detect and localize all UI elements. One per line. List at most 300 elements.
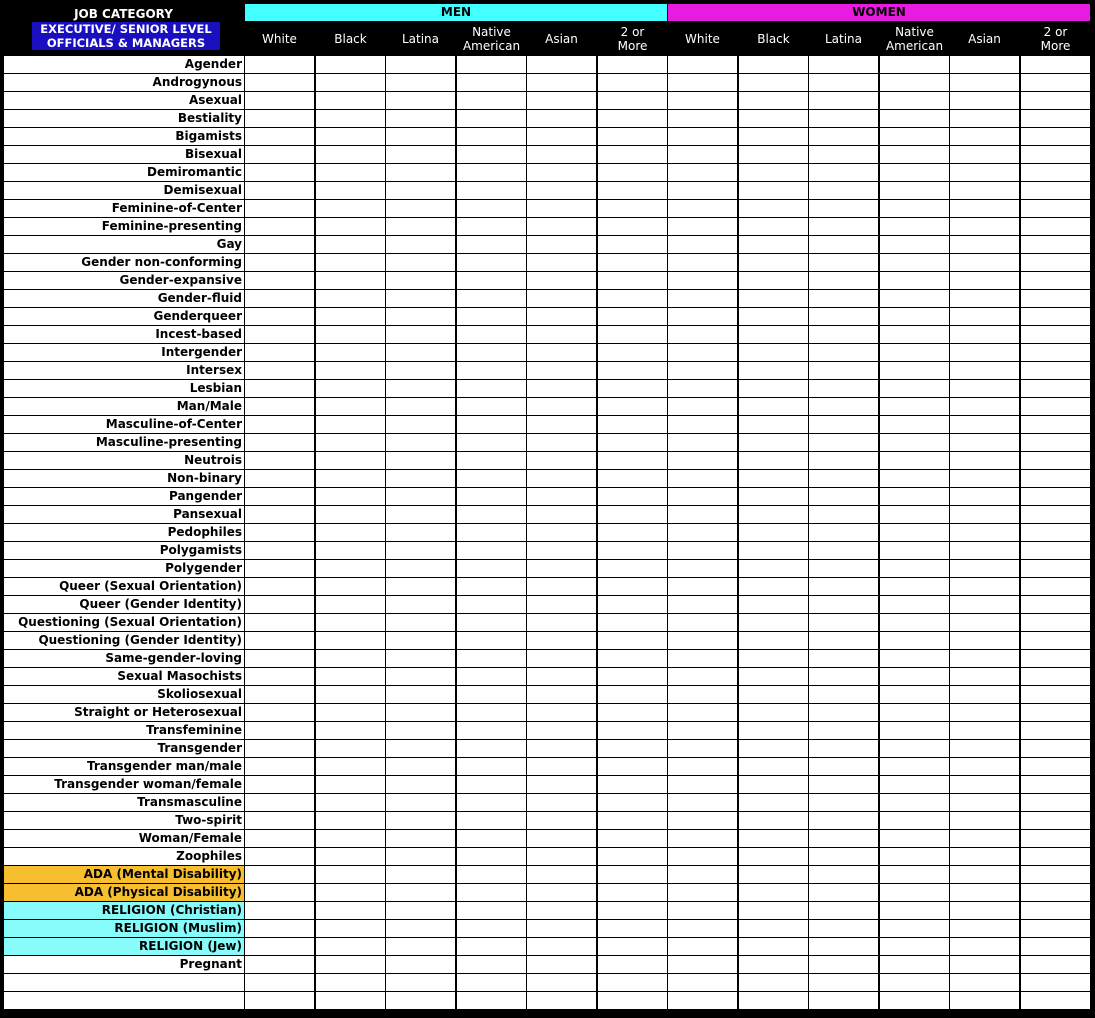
- data-cell-women-5[interactable]: [950, 920, 1019, 937]
- data-cell-men-1[interactable]: [245, 74, 314, 91]
- data-cell-men-6[interactable]: [598, 74, 667, 91]
- data-cell-women-3[interactable]: [809, 884, 878, 901]
- data-cell-men-2[interactable]: [316, 344, 385, 361]
- data-cell-men-4[interactable]: [457, 812, 526, 829]
- data-cell-men-1[interactable]: [245, 632, 314, 649]
- data-cell-men-4[interactable]: [457, 308, 526, 325]
- data-cell-women-3[interactable]: [809, 920, 878, 937]
- data-cell-men-4[interactable]: [457, 272, 526, 289]
- data-cell-women-4[interactable]: [880, 596, 949, 613]
- data-cell-women-4[interactable]: [880, 434, 949, 451]
- data-cell-women-2[interactable]: [739, 956, 808, 973]
- data-cell-women-3[interactable]: [809, 992, 878, 1009]
- data-cell-men-2[interactable]: [316, 236, 385, 253]
- data-cell-men-2[interactable]: [316, 650, 385, 667]
- data-cell-men-3[interactable]: [386, 866, 455, 883]
- data-cell-men-3[interactable]: [386, 236, 455, 253]
- data-cell-men-4[interactable]: [457, 362, 526, 379]
- data-cell-women-4[interactable]: [880, 668, 949, 685]
- data-cell-women-4[interactable]: [880, 254, 949, 271]
- data-cell-women-5[interactable]: [950, 506, 1019, 523]
- data-cell-women-1[interactable]: [668, 722, 737, 739]
- data-cell-men-6[interactable]: [598, 452, 667, 469]
- data-cell-women-1[interactable]: [668, 470, 737, 487]
- data-cell-women-1[interactable]: [668, 254, 737, 271]
- data-cell-men-4[interactable]: [457, 470, 526, 487]
- data-cell-men-4[interactable]: [457, 254, 526, 271]
- data-cell-men-4[interactable]: [457, 830, 526, 847]
- data-cell-women-5[interactable]: [950, 848, 1019, 865]
- data-cell-men-1[interactable]: [245, 452, 314, 469]
- data-cell-women-6[interactable]: [1021, 164, 1090, 181]
- data-cell-men-1[interactable]: [245, 470, 314, 487]
- data-cell-women-2[interactable]: [739, 920, 808, 937]
- data-cell-women-3[interactable]: [809, 650, 878, 667]
- data-cell-women-6[interactable]: [1021, 362, 1090, 379]
- data-cell-women-3[interactable]: [809, 974, 878, 991]
- data-cell-women-3[interactable]: [809, 92, 878, 109]
- data-cell-women-6[interactable]: [1021, 92, 1090, 109]
- data-cell-men-6[interactable]: [598, 920, 667, 937]
- data-cell-women-2[interactable]: [739, 452, 808, 469]
- data-cell-women-4[interactable]: [880, 866, 949, 883]
- data-cell-men-5[interactable]: [527, 740, 596, 757]
- data-cell-women-3[interactable]: [809, 614, 878, 631]
- data-cell-women-3[interactable]: [809, 434, 878, 451]
- data-cell-men-6[interactable]: [598, 434, 667, 451]
- data-cell-women-1[interactable]: [668, 560, 737, 577]
- data-cell-women-3[interactable]: [809, 470, 878, 487]
- data-cell-women-5[interactable]: [950, 524, 1019, 541]
- data-cell-men-4[interactable]: [457, 380, 526, 397]
- data-cell-men-6[interactable]: [598, 182, 667, 199]
- data-cell-women-2[interactable]: [739, 704, 808, 721]
- data-cell-men-6[interactable]: [598, 272, 667, 289]
- data-cell-women-6[interactable]: [1021, 326, 1090, 343]
- data-cell-men-5[interactable]: [527, 650, 596, 667]
- data-cell-men-3[interactable]: [386, 632, 455, 649]
- data-cell-men-5[interactable]: [527, 506, 596, 523]
- data-cell-women-2[interactable]: [739, 830, 808, 847]
- data-cell-men-6[interactable]: [598, 326, 667, 343]
- data-cell-men-3[interactable]: [386, 884, 455, 901]
- data-cell-men-6[interactable]: [598, 416, 667, 433]
- data-cell-men-4[interactable]: [457, 650, 526, 667]
- data-cell-men-1[interactable]: [245, 884, 314, 901]
- data-cell-women-2[interactable]: [739, 722, 808, 739]
- data-cell-women-2[interactable]: [739, 488, 808, 505]
- data-cell-women-5[interactable]: [950, 884, 1019, 901]
- data-cell-women-6[interactable]: [1021, 128, 1090, 145]
- data-cell-women-1[interactable]: [668, 632, 737, 649]
- data-cell-women-3[interactable]: [809, 182, 878, 199]
- data-cell-women-4[interactable]: [880, 344, 949, 361]
- data-cell-men-5[interactable]: [527, 686, 596, 703]
- data-cell-men-6[interactable]: [598, 380, 667, 397]
- data-cell-women-1[interactable]: [668, 542, 737, 559]
- data-cell-men-6[interactable]: [598, 974, 667, 991]
- data-cell-men-4[interactable]: [457, 938, 526, 955]
- data-cell-women-1[interactable]: [668, 272, 737, 289]
- data-cell-women-6[interactable]: [1021, 200, 1090, 217]
- data-cell-women-5[interactable]: [950, 722, 1019, 739]
- data-cell-women-4[interactable]: [880, 146, 949, 163]
- data-cell-women-3[interactable]: [809, 902, 878, 919]
- data-cell-men-2[interactable]: [316, 830, 385, 847]
- data-cell-women-4[interactable]: [880, 884, 949, 901]
- data-cell-men-3[interactable]: [386, 524, 455, 541]
- data-cell-men-5[interactable]: [527, 614, 596, 631]
- data-cell-women-4[interactable]: [880, 218, 949, 235]
- data-cell-women-6[interactable]: [1021, 686, 1090, 703]
- data-cell-men-3[interactable]: [386, 794, 455, 811]
- data-cell-women-4[interactable]: [880, 452, 949, 469]
- data-cell-women-2[interactable]: [739, 326, 808, 343]
- data-cell-men-5[interactable]: [527, 110, 596, 127]
- data-cell-women-5[interactable]: [950, 974, 1019, 991]
- data-cell-women-1[interactable]: [668, 974, 737, 991]
- data-cell-women-6[interactable]: [1021, 524, 1090, 541]
- data-cell-men-1[interactable]: [245, 974, 314, 991]
- data-cell-men-4[interactable]: [457, 848, 526, 865]
- data-cell-men-3[interactable]: [386, 686, 455, 703]
- data-cell-women-5[interactable]: [950, 200, 1019, 217]
- data-cell-women-2[interactable]: [739, 632, 808, 649]
- data-cell-women-3[interactable]: [809, 452, 878, 469]
- data-cell-men-1[interactable]: [245, 902, 314, 919]
- data-cell-men-5[interactable]: [527, 344, 596, 361]
- data-cell-men-3[interactable]: [386, 92, 455, 109]
- data-cell-women-1[interactable]: [668, 578, 737, 595]
- data-cell-men-6[interactable]: [598, 956, 667, 973]
- data-cell-women-5[interactable]: [950, 668, 1019, 685]
- data-cell-women-4[interactable]: [880, 308, 949, 325]
- data-cell-men-3[interactable]: [386, 722, 455, 739]
- data-cell-women-2[interactable]: [739, 614, 808, 631]
- data-cell-men-6[interactable]: [598, 128, 667, 145]
- data-cell-men-4[interactable]: [457, 884, 526, 901]
- data-cell-men-4[interactable]: [457, 182, 526, 199]
- data-cell-women-2[interactable]: [739, 668, 808, 685]
- data-cell-women-4[interactable]: [880, 830, 949, 847]
- data-cell-men-5[interactable]: [527, 128, 596, 145]
- data-cell-men-1[interactable]: [245, 506, 314, 523]
- data-cell-women-3[interactable]: [809, 596, 878, 613]
- data-cell-men-1[interactable]: [245, 758, 314, 775]
- data-cell-women-1[interactable]: [668, 704, 737, 721]
- data-cell-women-5[interactable]: [950, 92, 1019, 109]
- data-cell-women-2[interactable]: [739, 380, 808, 397]
- data-cell-men-6[interactable]: [598, 722, 667, 739]
- data-cell-men-3[interactable]: [386, 668, 455, 685]
- data-cell-men-3[interactable]: [386, 398, 455, 415]
- data-cell-women-4[interactable]: [880, 326, 949, 343]
- data-cell-women-5[interactable]: [950, 704, 1019, 721]
- data-cell-women-5[interactable]: [950, 794, 1019, 811]
- data-cell-women-3[interactable]: [809, 560, 878, 577]
- data-cell-men-1[interactable]: [245, 362, 314, 379]
- data-cell-men-2[interactable]: [316, 182, 385, 199]
- data-cell-men-6[interactable]: [598, 794, 667, 811]
- data-cell-men-5[interactable]: [527, 236, 596, 253]
- data-cell-women-2[interactable]: [739, 974, 808, 991]
- data-cell-women-5[interactable]: [950, 992, 1019, 1009]
- data-cell-women-4[interactable]: [880, 704, 949, 721]
- data-cell-women-1[interactable]: [668, 596, 737, 613]
- data-cell-women-1[interactable]: [668, 902, 737, 919]
- data-cell-women-5[interactable]: [950, 308, 1019, 325]
- data-cell-women-6[interactable]: [1021, 542, 1090, 559]
- data-cell-women-6[interactable]: [1021, 470, 1090, 487]
- data-cell-women-3[interactable]: [809, 938, 878, 955]
- data-cell-men-6[interactable]: [598, 938, 667, 955]
- data-cell-women-1[interactable]: [668, 200, 737, 217]
- data-cell-women-2[interactable]: [739, 884, 808, 901]
- data-cell-men-6[interactable]: [598, 470, 667, 487]
- data-cell-women-4[interactable]: [880, 74, 949, 91]
- data-cell-women-2[interactable]: [739, 398, 808, 415]
- data-cell-men-4[interactable]: [457, 956, 526, 973]
- data-cell-women-6[interactable]: [1021, 668, 1090, 685]
- data-cell-women-4[interactable]: [880, 128, 949, 145]
- data-cell-women-3[interactable]: [809, 146, 878, 163]
- data-cell-men-3[interactable]: [386, 290, 455, 307]
- data-cell-women-4[interactable]: [880, 110, 949, 127]
- data-cell-women-6[interactable]: [1021, 614, 1090, 631]
- data-cell-men-3[interactable]: [386, 182, 455, 199]
- data-cell-men-2[interactable]: [316, 416, 385, 433]
- data-cell-men-4[interactable]: [457, 344, 526, 361]
- data-cell-women-1[interactable]: [668, 848, 737, 865]
- data-cell-women-6[interactable]: [1021, 830, 1090, 847]
- data-cell-women-6[interactable]: [1021, 308, 1090, 325]
- data-cell-men-5[interactable]: [527, 866, 596, 883]
- data-cell-men-2[interactable]: [316, 776, 385, 793]
- data-cell-women-3[interactable]: [809, 956, 878, 973]
- data-cell-men-2[interactable]: [316, 380, 385, 397]
- data-cell-women-6[interactable]: [1021, 902, 1090, 919]
- data-cell-men-2[interactable]: [316, 146, 385, 163]
- data-cell-men-2[interactable]: [316, 902, 385, 919]
- data-cell-women-1[interactable]: [668, 776, 737, 793]
- data-cell-men-6[interactable]: [598, 542, 667, 559]
- data-cell-women-4[interactable]: [880, 380, 949, 397]
- data-cell-women-4[interactable]: [880, 812, 949, 829]
- data-cell-men-1[interactable]: [245, 560, 314, 577]
- data-cell-men-3[interactable]: [386, 470, 455, 487]
- data-cell-women-3[interactable]: [809, 758, 878, 775]
- data-cell-women-2[interactable]: [739, 362, 808, 379]
- data-cell-men-5[interactable]: [527, 470, 596, 487]
- data-cell-women-1[interactable]: [668, 290, 737, 307]
- data-cell-men-5[interactable]: [527, 560, 596, 577]
- data-cell-women-3[interactable]: [809, 254, 878, 271]
- data-cell-men-6[interactable]: [598, 506, 667, 523]
- data-cell-men-3[interactable]: [386, 902, 455, 919]
- data-cell-women-1[interactable]: [668, 830, 737, 847]
- data-cell-women-3[interactable]: [809, 290, 878, 307]
- data-cell-women-1[interactable]: [668, 110, 737, 127]
- data-cell-men-2[interactable]: [316, 758, 385, 775]
- data-cell-men-2[interactable]: [316, 128, 385, 145]
- data-cell-women-5[interactable]: [950, 326, 1019, 343]
- data-cell-women-2[interactable]: [739, 848, 808, 865]
- data-cell-women-4[interactable]: [880, 236, 949, 253]
- data-cell-men-5[interactable]: [527, 938, 596, 955]
- data-cell-men-4[interactable]: [457, 128, 526, 145]
- data-cell-men-2[interactable]: [316, 578, 385, 595]
- data-cell-women-6[interactable]: [1021, 434, 1090, 451]
- data-cell-women-2[interactable]: [739, 902, 808, 919]
- data-cell-men-3[interactable]: [386, 110, 455, 127]
- data-cell-women-3[interactable]: [809, 668, 878, 685]
- data-cell-men-5[interactable]: [527, 416, 596, 433]
- data-cell-women-5[interactable]: [950, 686, 1019, 703]
- data-cell-women-2[interactable]: [739, 92, 808, 109]
- data-cell-men-1[interactable]: [245, 272, 314, 289]
- data-cell-women-1[interactable]: [668, 740, 737, 757]
- data-cell-men-2[interactable]: [316, 704, 385, 721]
- data-cell-women-6[interactable]: [1021, 794, 1090, 811]
- data-cell-women-2[interactable]: [739, 938, 808, 955]
- data-cell-women-2[interactable]: [739, 254, 808, 271]
- data-cell-men-5[interactable]: [527, 956, 596, 973]
- data-cell-men-3[interactable]: [386, 488, 455, 505]
- data-cell-men-5[interactable]: [527, 848, 596, 865]
- data-cell-women-3[interactable]: [809, 524, 878, 541]
- data-cell-men-4[interactable]: [457, 326, 526, 343]
- data-cell-women-3[interactable]: [809, 380, 878, 397]
- data-cell-women-6[interactable]: [1021, 146, 1090, 163]
- data-cell-men-1[interactable]: [245, 398, 314, 415]
- data-cell-women-1[interactable]: [668, 236, 737, 253]
- data-cell-men-5[interactable]: [527, 164, 596, 181]
- data-cell-men-4[interactable]: [457, 506, 526, 523]
- data-cell-women-2[interactable]: [739, 758, 808, 775]
- data-cell-women-2[interactable]: [739, 794, 808, 811]
- data-cell-men-1[interactable]: [245, 650, 314, 667]
- data-cell-women-6[interactable]: [1021, 488, 1090, 505]
- data-cell-men-6[interactable]: [598, 344, 667, 361]
- data-cell-men-3[interactable]: [386, 308, 455, 325]
- data-cell-men-2[interactable]: [316, 92, 385, 109]
- data-cell-men-2[interactable]: [316, 668, 385, 685]
- data-cell-men-6[interactable]: [598, 362, 667, 379]
- data-cell-women-4[interactable]: [880, 506, 949, 523]
- data-cell-women-5[interactable]: [950, 830, 1019, 847]
- data-cell-men-4[interactable]: [457, 398, 526, 415]
- data-cell-women-1[interactable]: [668, 812, 737, 829]
- data-cell-women-1[interactable]: [668, 920, 737, 937]
- data-cell-men-5[interactable]: [527, 704, 596, 721]
- data-cell-women-3[interactable]: [809, 416, 878, 433]
- data-cell-women-2[interactable]: [739, 182, 808, 199]
- data-cell-men-1[interactable]: [245, 668, 314, 685]
- data-cell-men-4[interactable]: [457, 668, 526, 685]
- data-cell-women-5[interactable]: [950, 434, 1019, 451]
- data-cell-men-1[interactable]: [245, 704, 314, 721]
- data-cell-men-5[interactable]: [527, 884, 596, 901]
- data-cell-women-5[interactable]: [950, 650, 1019, 667]
- data-cell-men-4[interactable]: [457, 596, 526, 613]
- data-cell-women-2[interactable]: [739, 650, 808, 667]
- data-cell-men-3[interactable]: [386, 542, 455, 559]
- data-cell-women-3[interactable]: [809, 308, 878, 325]
- data-cell-women-6[interactable]: [1021, 56, 1090, 73]
- data-cell-men-2[interactable]: [316, 632, 385, 649]
- data-cell-women-4[interactable]: [880, 722, 949, 739]
- data-cell-women-6[interactable]: [1021, 848, 1090, 865]
- data-cell-men-6[interactable]: [598, 596, 667, 613]
- data-cell-women-6[interactable]: [1021, 110, 1090, 127]
- data-cell-men-3[interactable]: [386, 146, 455, 163]
- data-cell-men-6[interactable]: [598, 632, 667, 649]
- data-cell-women-1[interactable]: [668, 308, 737, 325]
- data-cell-men-4[interactable]: [457, 974, 526, 991]
- data-cell-women-6[interactable]: [1021, 272, 1090, 289]
- data-cell-women-2[interactable]: [739, 596, 808, 613]
- data-cell-women-6[interactable]: [1021, 506, 1090, 523]
- data-cell-men-3[interactable]: [386, 272, 455, 289]
- data-cell-women-2[interactable]: [739, 686, 808, 703]
- data-cell-men-1[interactable]: [245, 416, 314, 433]
- data-cell-men-1[interactable]: [245, 344, 314, 361]
- data-cell-men-6[interactable]: [598, 560, 667, 577]
- data-cell-women-1[interactable]: [668, 668, 737, 685]
- data-cell-women-3[interactable]: [809, 74, 878, 91]
- data-cell-women-5[interactable]: [950, 398, 1019, 415]
- data-cell-women-5[interactable]: [950, 452, 1019, 469]
- data-cell-women-5[interactable]: [950, 776, 1019, 793]
- data-cell-men-1[interactable]: [245, 488, 314, 505]
- data-cell-women-2[interactable]: [739, 290, 808, 307]
- data-cell-women-4[interactable]: [880, 920, 949, 937]
- data-cell-men-2[interactable]: [316, 74, 385, 91]
- data-cell-men-6[interactable]: [598, 146, 667, 163]
- data-cell-men-3[interactable]: [386, 614, 455, 631]
- data-cell-women-5[interactable]: [950, 812, 1019, 829]
- data-cell-men-2[interactable]: [316, 848, 385, 865]
- data-cell-women-6[interactable]: [1021, 218, 1090, 235]
- data-cell-women-6[interactable]: [1021, 632, 1090, 649]
- data-cell-women-4[interactable]: [880, 992, 949, 1009]
- data-cell-women-5[interactable]: [950, 362, 1019, 379]
- data-cell-men-5[interactable]: [527, 218, 596, 235]
- data-cell-men-1[interactable]: [245, 794, 314, 811]
- data-cell-women-3[interactable]: [809, 848, 878, 865]
- data-cell-men-1[interactable]: [245, 146, 314, 163]
- data-cell-men-6[interactable]: [598, 884, 667, 901]
- data-cell-women-3[interactable]: [809, 776, 878, 793]
- data-cell-men-2[interactable]: [316, 920, 385, 937]
- data-cell-women-6[interactable]: [1021, 884, 1090, 901]
- data-cell-men-3[interactable]: [386, 380, 455, 397]
- data-cell-men-1[interactable]: [245, 578, 314, 595]
- data-cell-men-4[interactable]: [457, 434, 526, 451]
- data-cell-women-1[interactable]: [668, 452, 737, 469]
- data-cell-men-2[interactable]: [316, 884, 385, 901]
- data-cell-women-5[interactable]: [950, 254, 1019, 271]
- data-cell-women-5[interactable]: [950, 182, 1019, 199]
- data-cell-men-5[interactable]: [527, 632, 596, 649]
- data-cell-men-3[interactable]: [386, 164, 455, 181]
- data-cell-men-2[interactable]: [316, 524, 385, 541]
- data-cell-men-1[interactable]: [245, 290, 314, 307]
- data-cell-women-5[interactable]: [950, 578, 1019, 595]
- data-cell-women-3[interactable]: [809, 794, 878, 811]
- data-cell-men-6[interactable]: [598, 578, 667, 595]
- data-cell-men-5[interactable]: [527, 452, 596, 469]
